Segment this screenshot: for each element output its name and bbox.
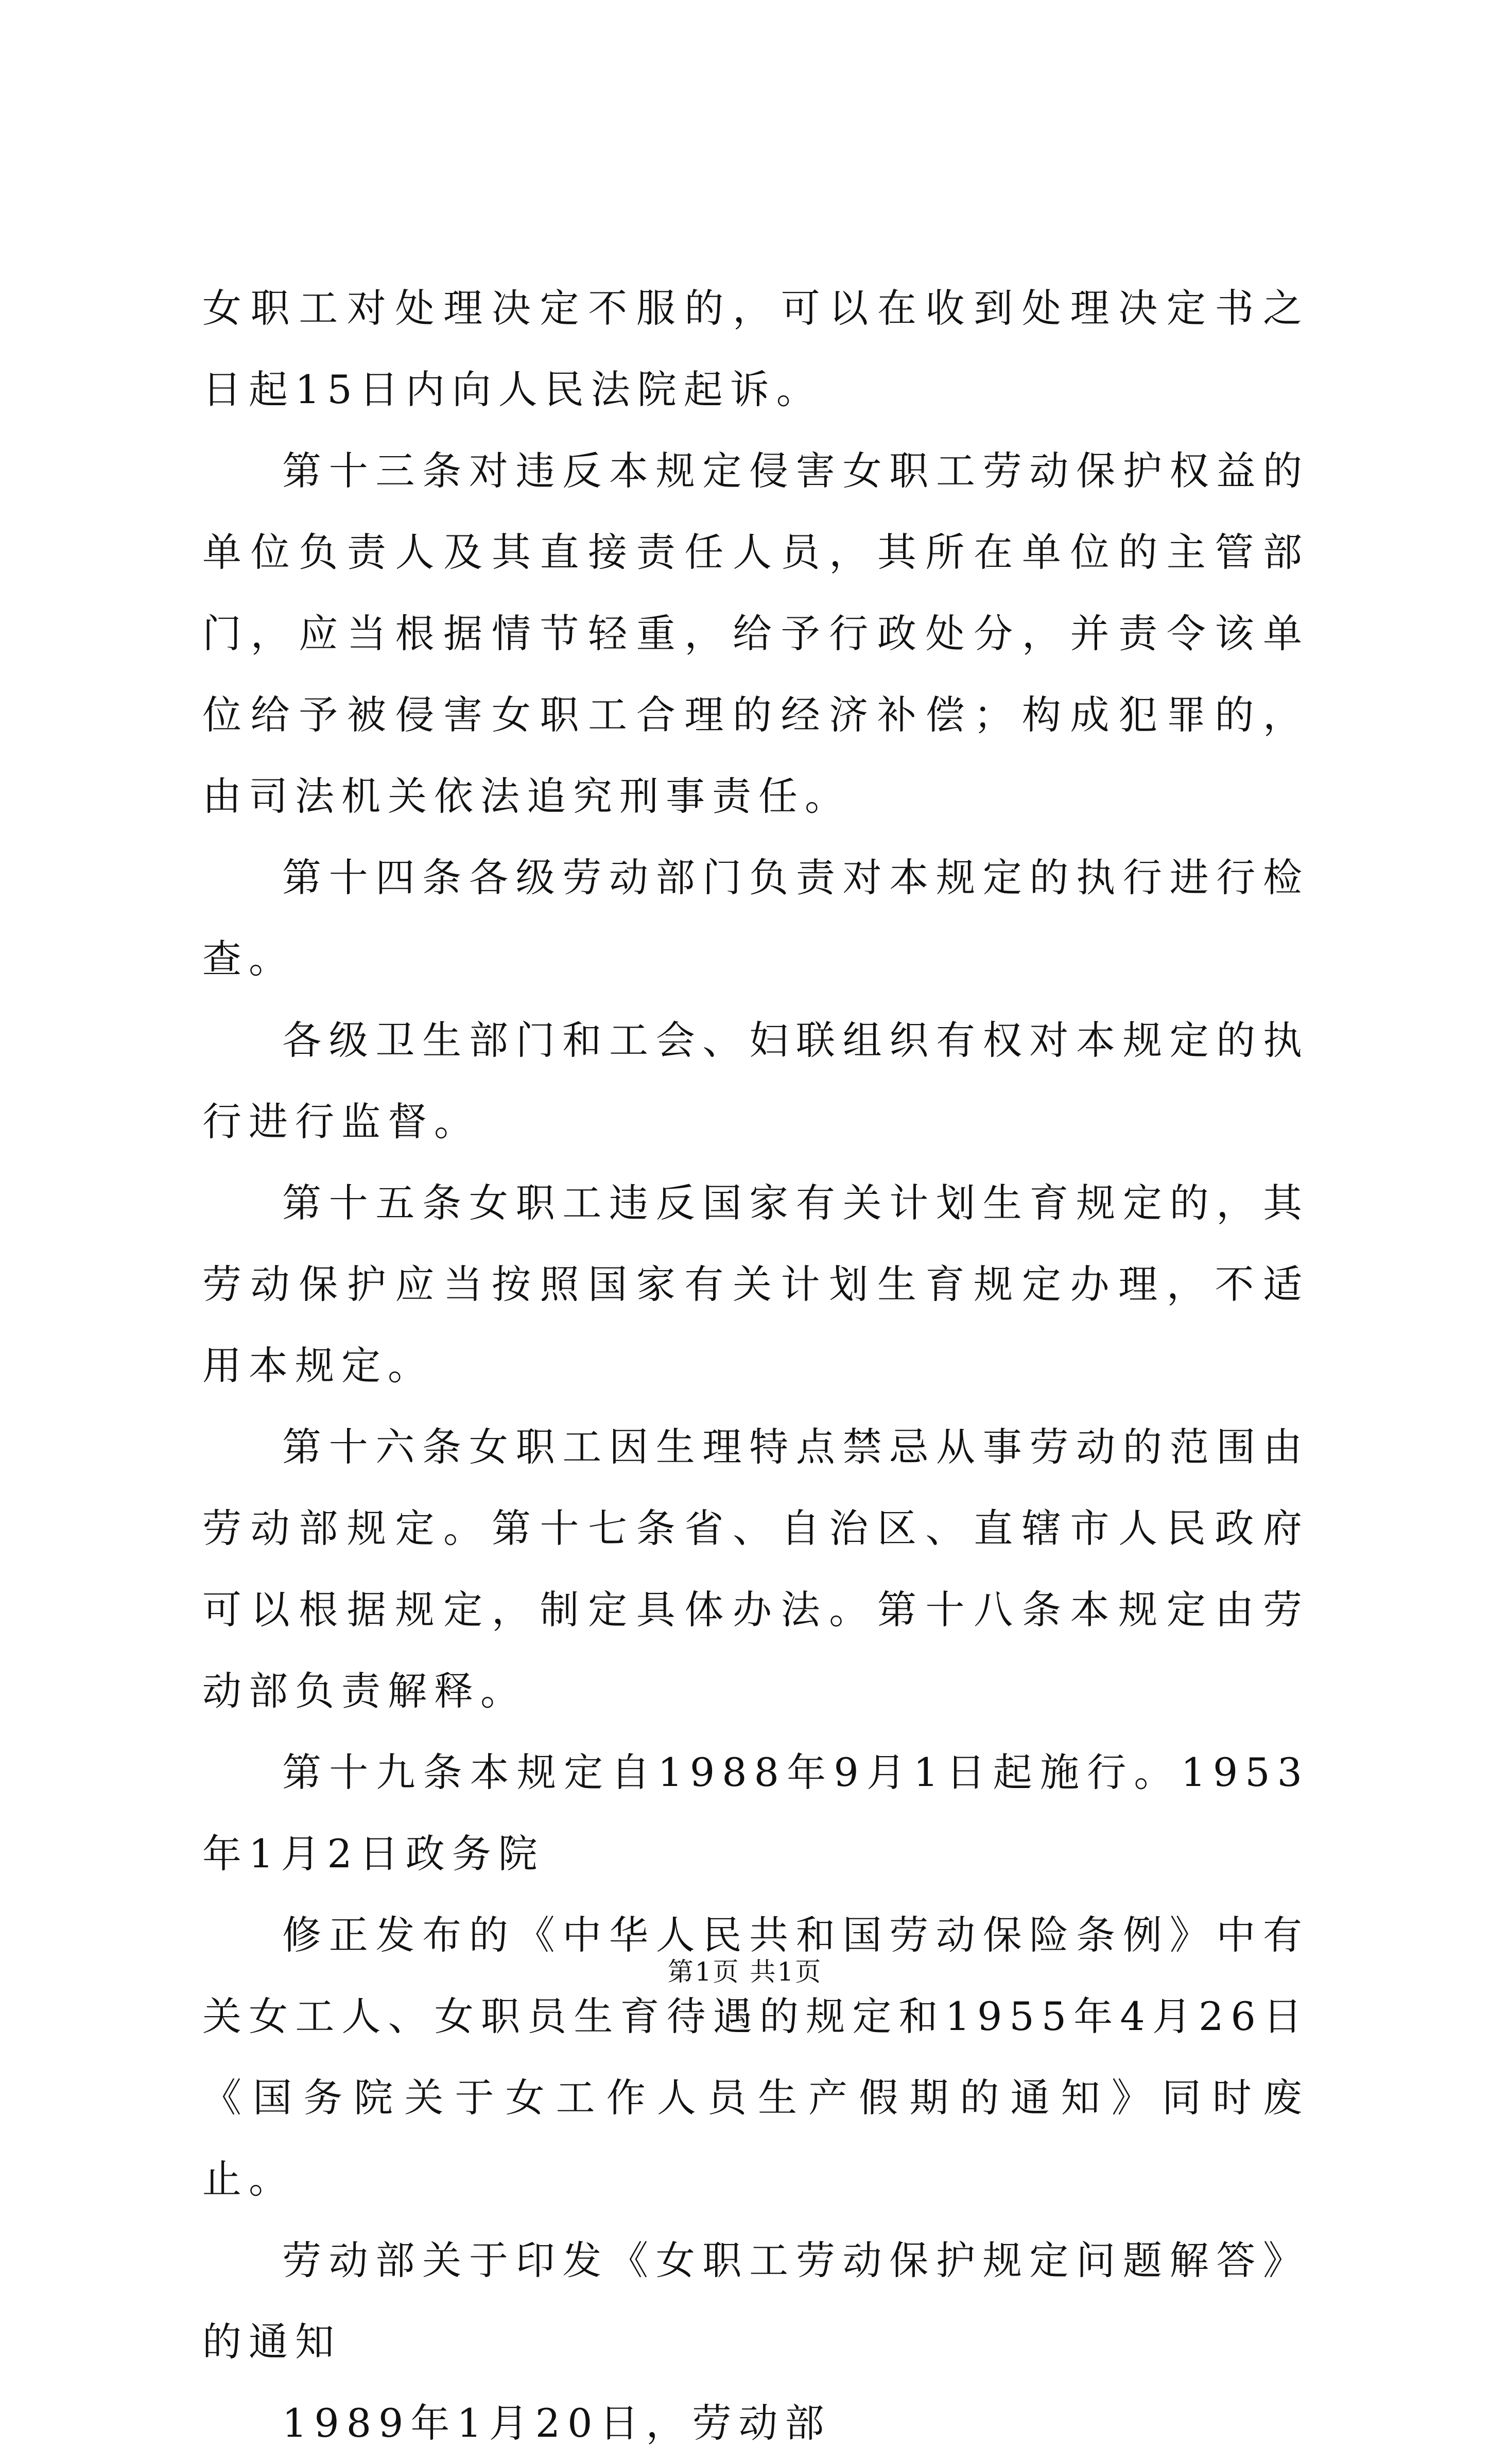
paragraph-1: 女职工对处理决定不服的，可以在收到处理决定书之日起15日内向人民法院起诉。 [202,285,1309,412]
paragraph-supervision: 各级卫生部门和工会、妇联组织有权对本规定的执行进行监督。 [202,1017,1309,1144]
paragraph-notice-date: 1989年1月20日，劳动部 [282,2400,831,2446]
paragraph-article-16-18: 第十六条女职工因生理特点禁忌从事劳动的范围由劳动部规定。第十七条省、自治区、直辖市人民政府可以根据规定，制定具体办法。第十八条本规定由劳动部负责解释。 [202,1424,1309,1714]
paragraph-article-15: 第十五条女职工违反国家有关计划生育规定的，其劳动保护应当按照国家有关计划生育规定办理，不适用本规定。 [202,1180,1309,1389]
paragraph-article-19: 第十九条本规定自1988年9月1日起施行。1953年1月2日政务院 [202,1749,1309,1877]
document-body [202,268,1309,2464]
paragraph-notice-title: 劳动部关于印发《女职工劳动保护规定问题解答》的通知 [202,2237,1309,2365]
page-footer: 第1页 共1页 [667,1957,823,1987]
paragraph-article-13: 第十三条对违反本规定侵害女职工劳动保护权益的单位负责人及其直接责任人员，其所在单位的主管部门，应当根据情节轻重，给予行政处分，并责令该单位给予被侵害女职工合理的经济补偿；构成犯罪的，由司法机关依法追究刑事责任。 [202,448,1309,819]
paragraph-repeal: 修正发布的《中华人民共和国劳动保险条例》中有关女工人、女职员生育待遇的规定和1955年4月26日《国务院关于女工作人员生产假期的通知》同时废止。 [202,1912,1309,2202]
paragraph-article-14: 第十四条各级劳动部门负责对本规定的执行进行检查。 [202,855,1309,982]
